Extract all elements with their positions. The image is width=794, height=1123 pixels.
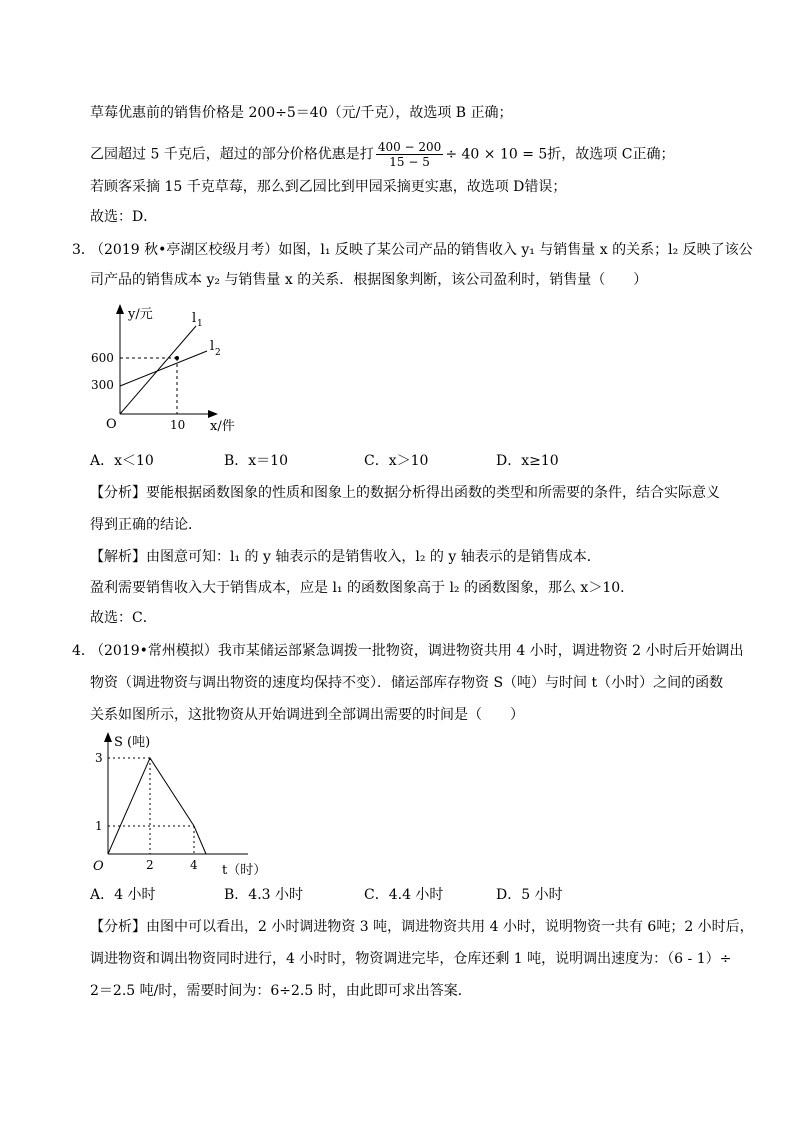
line-label-l1: l: [192, 311, 197, 326]
option-a[interactable]: A．4 小时: [90, 887, 156, 903]
text-line: 草莓优惠前的销售价格是 200÷5＝40（元/千克），故选项 B 正确；: [90, 105, 513, 121]
fraction-numerator: 400 − 200: [377, 140, 442, 154]
answer-line: 故选：C．: [90, 610, 157, 626]
option-c[interactable]: C．4.4 小时: [364, 887, 444, 903]
fraction: [376, 140, 444, 169]
y-tick-label: 1: [95, 819, 103, 833]
y-tick-label: 600: [91, 351, 114, 365]
question-stem: 司产品的销售成本 y₂ 与销售量 x 的关系．根据图象判断，该公司盈利时，销售量（ ）: [90, 272, 648, 288]
question-stem: 物资（调进物资与调出物资的速度均保持不变）．储运部库存物资 S（吨）与时间 t（小时）之间的函数: [90, 675, 724, 691]
y-axis-label: S (吨): [114, 735, 151, 750]
question-stem: （2019•常州模拟）我市某储运部紧急调拨一批物资，调进物资共用 4 小时，调进物资 2 小时后开始调出: [90, 643, 744, 659]
option-d[interactable]: D．x≥10: [496, 453, 559, 469]
option-a[interactable]: A．x＜10: [90, 453, 154, 469]
line-label-l1-sub: 1: [197, 319, 203, 329]
analysis-text: 得到正确的结论．: [90, 517, 202, 533]
fraction-denominator: 15 − 5: [389, 155, 430, 169]
stock-polyline: [108, 758, 206, 854]
option-b[interactable]: B．x＝10: [224, 453, 288, 469]
question-stem: （2019 秋•亭湖区校级月考）如图，l₁ 反映了某公司产品的销售收入 y₁ 与销售量 x 的关系；l₂ 反映了该公: [90, 242, 753, 258]
y-tick-label: 3: [95, 751, 103, 765]
question-number: 3．: [72, 242, 95, 258]
text-segment: ÷ 40 × 10 = 5折，故选项 C正确；: [445, 146, 675, 163]
line-label-l2: l: [210, 339, 215, 354]
text-line-fraction: [90, 140, 674, 169]
question-number: 4．: [72, 643, 95, 659]
analysis-text: 调进物资和调出物资同时进行，4 小时时，物资调进完毕，仓库还剩 1 吨，说明调出速度为：（6 - 1）÷: [90, 951, 732, 967]
line-l2: [120, 351, 207, 386]
solution-text: 盈利需要销售收入大于销售成本，应是 l₁ 的函数图象高于 l₂ 的函数图象，那么 x＞10．: [90, 580, 635, 596]
y-axis-label: y/元: [128, 307, 153, 322]
y-tick-label: 300: [91, 378, 114, 392]
q4-function-graph: [88, 728, 278, 878]
text-segment: 乙园超过 5 千克后，超过的部分价格优惠是打: [90, 146, 374, 163]
origin-label: O: [93, 859, 104, 874]
line-l1: [120, 326, 196, 414]
question-stem: 关系如图所示，这批物资从开始调进到全部调出需要的时间是（ ）: [90, 707, 524, 723]
option-b[interactable]: B．4.3 小时: [224, 887, 304, 903]
x-axis-label: x/件: [210, 419, 235, 434]
x-tick-label: 10: [170, 418, 186, 432]
line-label-l2-sub: 2: [215, 348, 221, 358]
x-axis-label: t（时）: [222, 863, 267, 878]
q3-function-graph: [88, 296, 288, 436]
x-tick-label: 4: [190, 858, 198, 872]
analysis-text: 【分析】要能根据函数图象的性质和图象上的数据分析得出函数的类型和所需要的条件，结合实际意义: [90, 485, 720, 501]
x-axis-arrow: [208, 410, 218, 418]
analysis-text: 2＝2.5 吨/时，需要时间为：6÷2.5 时，由此即可求出答案．: [90, 983, 472, 999]
solution-text: 【解析】由图意可知：l₁ 的 y 轴表示的是销售收入，l₂ 的 y 轴表示的是销售成本．: [90, 549, 601, 565]
option-d[interactable]: D．5 小时: [496, 887, 563, 903]
answer-line: 故选：D．: [90, 209, 158, 225]
option-c[interactable]: C．x＞10: [364, 453, 429, 469]
text-line: 若顾客采摘 15 千克草莓，那么到乙园比到甲园采摘更实惠，故选项 D错误；: [90, 179, 567, 195]
intersection-point: [175, 356, 179, 360]
x-tick-label: 2: [146, 858, 154, 872]
y-axis-arrow: [116, 304, 124, 314]
y-axis-arrow: [104, 732, 112, 742]
origin-label: O: [106, 417, 117, 432]
analysis-text: 【分析】由图中可以看出，2 小时调进物资 3 吨，调进物资共用 4 小时，说明物资一共有 6吨；2 小时后，: [90, 919, 754, 935]
